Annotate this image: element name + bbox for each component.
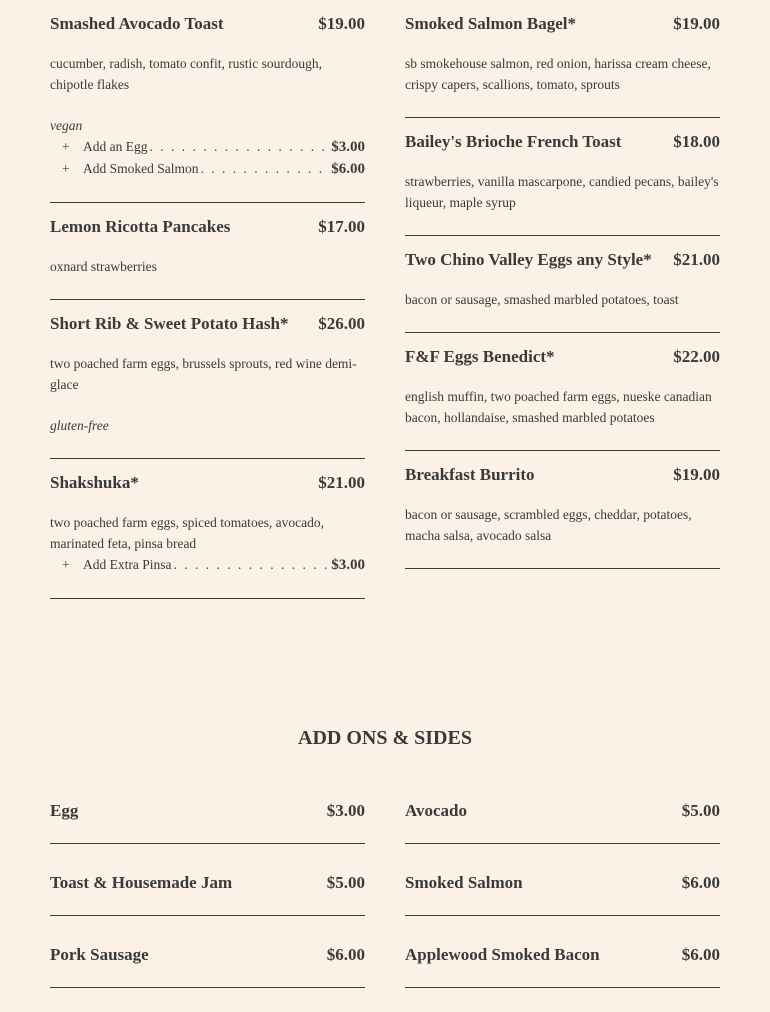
side-item-header xyxy=(405,868,720,898)
menu-item-price: $19.00 xyxy=(673,465,720,484)
plus-icon: + xyxy=(62,161,70,176)
side-item-name: Avocado xyxy=(405,801,468,820)
menu-item-name: Bailey's Brioche French Toast xyxy=(405,132,622,151)
side-item-name: Toast & Housemade Jam xyxy=(50,873,233,892)
menu-item-header xyxy=(50,215,365,239)
menu-item-description: sb smokehouse salmon, red onion, harissa cream cheese, crispy capers, scallions, tomato, sprouts xyxy=(405,56,711,92)
menu-item xyxy=(405,451,720,569)
menu-item-name: Shakshuka* xyxy=(50,473,139,492)
sides-column-right xyxy=(405,796,720,1012)
menu-item-name: F&F Eggs Benedict* xyxy=(405,347,555,366)
menu-item-header xyxy=(50,312,365,336)
menu-item-name: Two Chino Valley Eggs any Style* xyxy=(405,250,652,269)
addon-price: $6.00 xyxy=(331,161,365,177)
menu-item-price: $17.00 xyxy=(318,217,365,236)
side-item-header xyxy=(50,796,365,826)
side-item-price: $6.00 xyxy=(326,945,365,964)
menu-item-header xyxy=(50,12,365,36)
side-item-header xyxy=(405,796,720,826)
menu-item-price: $21.00 xyxy=(318,473,365,492)
menu-item-description: cucumber, radish, tomato confit, rustic sourdough, chipotle flakes xyxy=(50,56,323,92)
menu-item-description: two poached farm eggs, spiced tomatoes, avocado, marinated feta, pinsa bread xyxy=(50,515,325,551)
menu-item-description: two poached farm eggs, brussels sprouts, red wine demi-glace xyxy=(50,356,357,392)
menu-item xyxy=(405,236,720,333)
menu-item xyxy=(50,300,365,459)
side-item xyxy=(50,940,365,988)
dietary-tag: vegan xyxy=(50,118,83,133)
menu-item-header xyxy=(50,471,365,495)
menu-item-description: oxnard strawberries xyxy=(50,259,157,274)
addon-option xyxy=(50,554,365,576)
side-item-name: Smoked Salmon xyxy=(405,873,523,892)
menu-item-header xyxy=(405,463,720,487)
menu-item-description: strawberries, vanilla mascarpone, candied pecans, bailey's liqueur, maple syrup xyxy=(405,174,719,210)
menu-item-name: Smashed Avocado Toast xyxy=(50,14,224,33)
side-item xyxy=(50,868,365,916)
side-item-price: $5.00 xyxy=(326,873,365,892)
plus-icon: + xyxy=(62,139,70,154)
menu-item xyxy=(405,118,720,236)
menu-item-description: bacon or sausage, scrambled eggs, cheddar, potatoes, macha salsa, avocado salsa xyxy=(405,507,692,543)
menu-item-name: Breakfast Burrito xyxy=(405,465,535,484)
addon-price: $3.00 xyxy=(331,557,365,573)
dot-leader xyxy=(150,136,330,157)
side-item xyxy=(405,796,720,844)
addon-label: Add Smoked Salmon xyxy=(83,161,199,176)
menu-item-description: bacon or sausage, smashed marbled potatoes, toast xyxy=(405,292,679,307)
menu-item-description: english muffin, two poached farm eggs, nueske canadian bacon, hollandaise, smashed marbled potatoes xyxy=(405,389,712,425)
side-item xyxy=(405,868,720,916)
menu-item-price: $22.00 xyxy=(673,347,720,366)
sides-column-left xyxy=(50,796,365,1012)
menu-item xyxy=(405,0,720,118)
addon-option xyxy=(50,136,365,158)
side-item-header xyxy=(50,940,365,970)
menu-item xyxy=(50,203,365,300)
side-item-price: $6.00 xyxy=(681,873,720,892)
menu-item-header xyxy=(405,345,720,369)
side-item-price: $5.00 xyxy=(681,801,720,820)
side-item-name: Pork Sausage xyxy=(50,945,149,964)
menu-item-price: $19.00 xyxy=(673,14,720,33)
addon-label: Add an Egg xyxy=(83,139,148,154)
addon-option xyxy=(50,158,365,180)
plus-icon: + xyxy=(62,557,70,572)
menu-item-price: $18.00 xyxy=(673,132,720,151)
section-title-add-ons: ADD ONS & SIDES xyxy=(298,727,472,749)
menu-item-header xyxy=(405,12,720,36)
dietary-tag: gluten-free xyxy=(50,418,109,433)
side-item-name: Egg xyxy=(50,801,79,820)
menu-item-header xyxy=(405,248,720,272)
menu-item xyxy=(405,333,720,451)
addon-label: Add Extra Pinsa xyxy=(83,557,172,572)
side-item-header xyxy=(405,940,720,970)
addon-price: $3.00 xyxy=(331,139,365,155)
dot-leader xyxy=(174,554,330,575)
menu-item-price: $21.00 xyxy=(673,250,720,269)
menu-column-left xyxy=(50,0,365,599)
menu-item-name: Lemon Ricotta Pancakes xyxy=(50,217,231,236)
menu-item-price: $26.00 xyxy=(318,314,365,333)
side-item-header xyxy=(50,868,365,898)
side-item-price: $3.00 xyxy=(326,801,365,820)
menu-item-price: $19.00 xyxy=(318,14,365,33)
dot-leader xyxy=(201,158,330,179)
side-item-name: Applewood Smoked Bacon xyxy=(405,945,600,964)
menu-item-name: Smoked Salmon Bagel* xyxy=(405,14,576,33)
side-item xyxy=(50,796,365,844)
menu-item xyxy=(50,459,365,599)
side-item xyxy=(405,940,720,988)
menu-column-right xyxy=(405,0,720,569)
menu-item-header xyxy=(405,130,720,154)
side-item-price: $6.00 xyxy=(681,945,720,964)
menu-item xyxy=(50,0,365,203)
menu-item-name: Short Rib & Sweet Potato Hash* xyxy=(50,314,289,333)
